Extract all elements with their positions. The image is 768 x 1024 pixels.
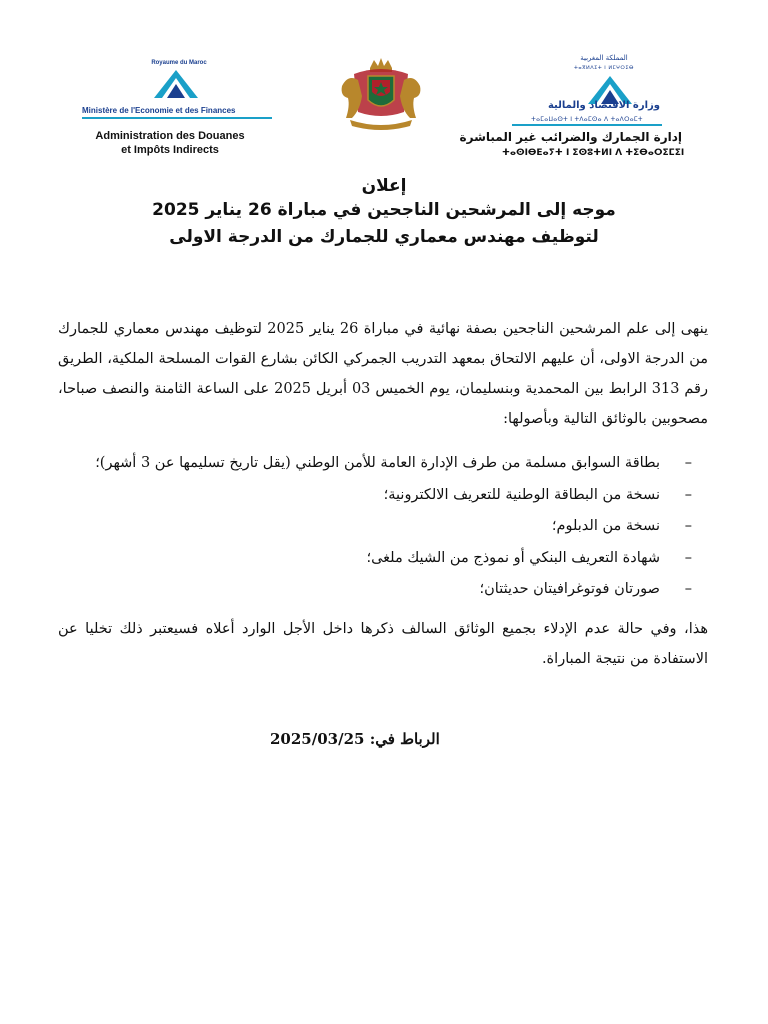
letterhead: [0, 0, 768, 170]
ministry-logo-arabic: [459, 54, 692, 162]
intro-paragraph: ينهى إلى علم المرشحين الناجحين بصفة نهائية في مباراة 26 يناير 2025 لتوظيف مهندس معماري للجمارك من الدرجة الاولى، أن عليهم الالتحاق بمعهد التدريب الجمركي الكائن بشارع القوات المسلحة الملكية، الطريق رقم 313 الرابط بين المحمدية وبنسليمان، يوم الخميس 03 أبريل 2025 على الساعة الثامنة والنصف صباحا، مصحوبين بالوثائق التالية وبأصولها:: [58, 321, 708, 427]
administration-line-1: Administration des Douanes: [95, 130, 245, 142]
document-label: بطاقة السوابق مسلمة من طرف الإدارة العامة للأمن الوطني (يقل تاريخ تسليمها عن 3 أشهر)؛: [95, 455, 660, 471]
ministry-emblem-icon: [146, 68, 206, 104]
list-item: [62, 574, 692, 606]
bullet-dash: –: [684, 549, 692, 566]
bullet-dash: –: [684, 581, 692, 597]
date-value: 2025/03/25: [270, 730, 365, 748]
document-label: شهادة التعريف البنكي أو نموذج من الشيك ملغى؛: [366, 549, 660, 566]
list-item: [62, 448, 692, 480]
closing-paragraph: هذا، وفي حالة عدم الإدلاء بجميع الوثائق السالف ذكرها داخل الأجل الوارد أعلاه فسيعتبر ذلك تخليا عن الاستفادة من نتيجة المباراة.: [58, 621, 708, 667]
document-label: نسخة من الدبلوم؛: [551, 518, 660, 534]
tifinagh-ministry-label: ⵜⴰⵎⴰⵡⴰⵙⵜ ⵏ ⵜⴷⴰⵎⵙⴰ ⴷ ⵜⴰⴷⵔⴰⵎⵜ: [512, 116, 662, 126]
announcement-subtitle-1: موجه إلى المرشحين الناجحين في مباراة 26 يناير 2025: [152, 200, 616, 220]
bullet-dash: –: [684, 518, 692, 534]
administration-arabic-label: إدارة الجمارك والضرائب غير المباشرة: [459, 130, 682, 144]
bullet-dash: –: [684, 455, 692, 471]
announcement-title: إعلان: [361, 176, 407, 196]
tifinagh-kingdom-label: ⵜⴰⴳⵍⴷⵉⵜ ⵏ ⵍⵎⵖⵔⵉⴱ: [574, 65, 634, 71]
list-item: [62, 480, 692, 512]
tifinagh-administration-label: ⵜⴰⵙⵏⴱⴹⴰⵢⵜ ⵏ ⵉⵙⵓⵜⵍⵏ ⴷ ⵜⵉⴱⴰⵔⵉⵎⵉⵏ: [502, 148, 685, 158]
documents-list: [62, 448, 692, 606]
list-item: [62, 511, 692, 543]
wizara-label: وزارة الاقتصاد والمالية: [547, 100, 660, 111]
royaume-label: Royaume du Maroc: [151, 60, 207, 66]
list-item: [62, 543, 692, 575]
document-label: نسخة من البطاقة الوطنية للتعريف الالكترونية؛: [383, 486, 660, 503]
place-label: الرباط في:: [369, 730, 440, 748]
document-label: صورتان فوتوغرافيتان حديثتان؛: [479, 581, 660, 597]
bullet-dash: –: [684, 486, 692, 503]
mamlaka-label: المملكة المغربية: [580, 54, 628, 62]
administration-line-2: et Impôts Indirects: [121, 144, 219, 156]
ministry-logo-french: [82, 60, 254, 160]
signature-block: [270, 730, 440, 748]
ministere-label: Ministère de l'Economie et des Finances: [82, 106, 272, 119]
royal-coat-of-arms-icon: [334, 56, 428, 130]
announcement-subtitle-2: لتوظيف مهندس معماري للجمارك من الدرجة الاولى: [169, 227, 599, 247]
